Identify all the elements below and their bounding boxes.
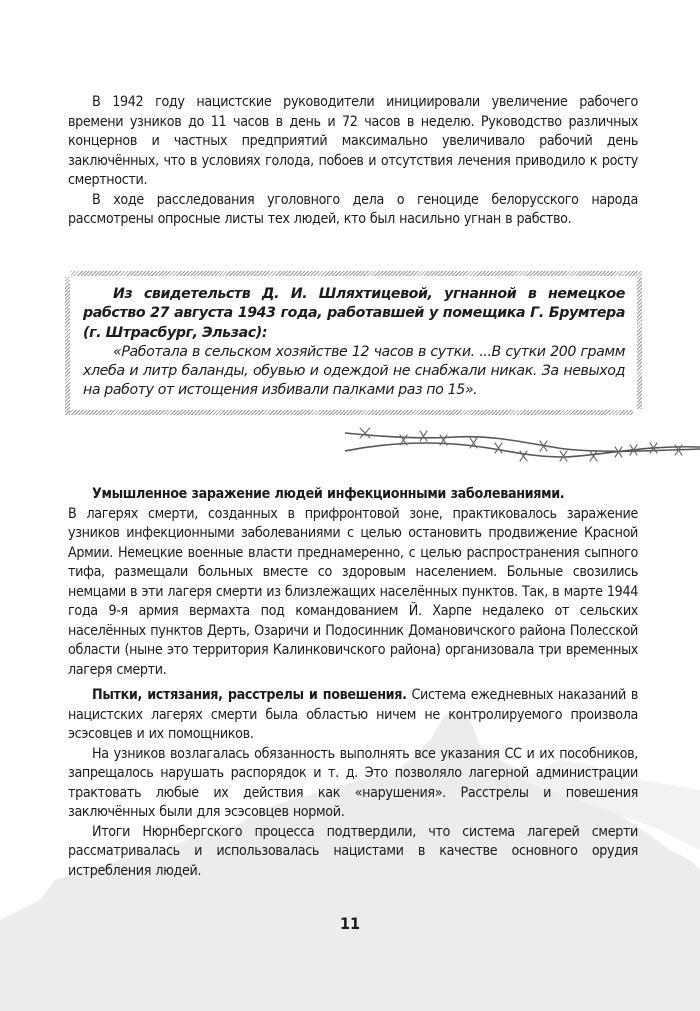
- testimony-box-border-bottom: [65, 410, 633, 415]
- intro-text-block: [68, 93, 638, 230]
- testimony-box-border-left: [65, 277, 70, 415]
- section-infection-text: В лагерях смерти, созданных в прифронтовой зоне, практиковалось заражение узников инфекционными заболеваниями с целью остановить продвижение Красной Армии. Немецкие военные власти преднамеренно, с целью распространения сыпного тифа, размещали больных вместе со здоровым населением. Больные свозились немцами в эти лагеря смерти из близлежащих населённых пунктов. Так, в марте 1944 года 9-я армия вермахта под командованием Й. Харпе недалеко от сельских населённых пунктов Дерть, Озаричи и Подосинник Домановичского района Полесской области (ныне это территория Калинковичского района) организовала три временных лагеря смерти.: [68, 505, 638, 678]
- main-text-block: [68, 485, 638, 881]
- section-torture: [68, 686, 638, 745]
- testimony-box-border-right: [637, 271, 642, 409]
- testimony-quote: «Работала в сельском хозяйстве 12 часов в сутки. ...В сутки 200 грамм хлеба и литр баланды, обувью и одеждой не снабжали никак. За невыход на работу от истощения избивали палками раз по 15».: [83, 343, 625, 399]
- testimony-box-border-top: [71, 271, 639, 276]
- testimony-box: [65, 271, 643, 415]
- testimony-title: Из свидетельств Д. И. Шляхтицевой, угнанной в немецкое рабство 27 августа 1943 года, работавшей у помещика Г. Брумтера (г. Штрасбург, Эльзас):: [83, 286, 625, 341]
- closing-paragraph-2: Итоги Нюрнбергского процесса подтвердили, что система лагерей смерти рассматривалась и использовалась нацистами в качестве основного орудия истребления людей.: [68, 823, 638, 879]
- page-number: 11: [339, 914, 361, 933]
- intro-paragraph-2: В ходе расследования уголовного дела о геноциде белорусского народа рассмотрены опросные листы тех людей, кто был насильно угнан в рабство.: [68, 191, 638, 227]
- intro-paragraph-1: В 1942 году нацистские руководители инициировали увеличение рабочего времени узников до 11 часов в день и 72 часов в неделю. Руководство различных концернов и частных предприятий максимально увеличивало рабочий день заключённых, что в условиях голода, побоев и отсутствия лечения приводило к росту смертности.: [68, 94, 638, 188]
- section-infection: [68, 485, 638, 680]
- barbed-wire-icon: [345, 423, 700, 463]
- closing-paragraph-1: На узников возлагалась обязанность выполнять все указания СС и их пособников, запрещалось нарушать распорядок и т. д. Это позволяло лагерной администрации трактовать любые их действия как «нарушения». Расстрелы и повешения заключённых были для эсэсовцев нормой.: [68, 745, 638, 820]
- section-torture-heading: Пытки, истязания, расстрелы и повешения.: [92, 687, 407, 703]
- testimony-content: [83, 285, 625, 401]
- section-torture-text: Система ежедневных наказаний в нацистских лагерях смерти была областью ничем не контролируемого произвола эсэсовцев и их помощников.: [68, 687, 638, 742]
- section-infection-heading: Умышленное заражение людей инфекционными заболеваниями.: [92, 486, 565, 502]
